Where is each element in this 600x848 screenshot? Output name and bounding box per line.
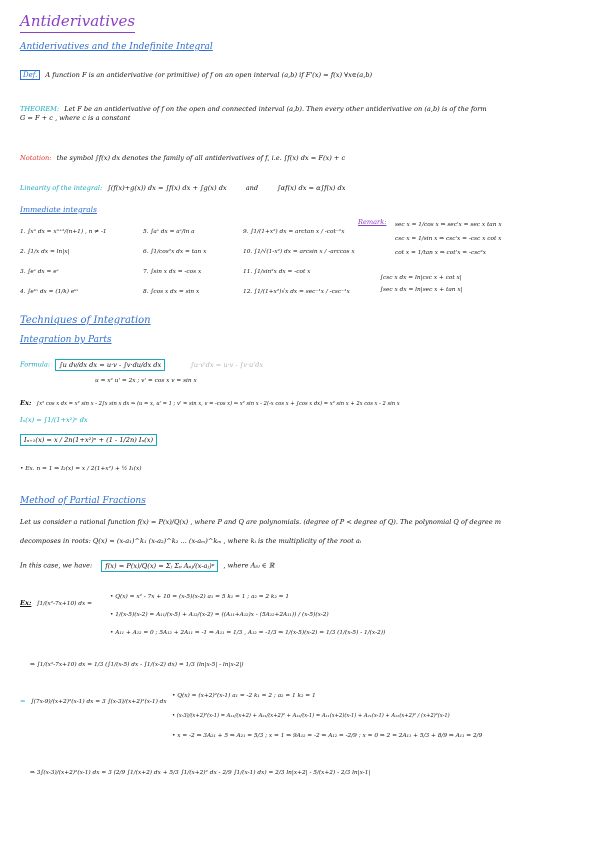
- ex3-step: • Q(x) = (x+2)²(x-1) a₁ = -2 k₁ = 2 ; a₂ = 1 k₂ = 1: [172, 693, 316, 699]
- notation-row: [20, 145, 345, 164]
- ex2-step: • A₁₁ + A₁₂ = 0 ; 5A₁₂ + 2A₁₁ = -1 ⇒ A₁₁ = 1/3 , A₁₂ = -1/3 ⇒ 1/(x-5)(x-2) = 1/3 (1/(x-5) - 1/(x-2)): [110, 630, 386, 636]
- linearity-row: [20, 175, 345, 194]
- immediate-item: 9. ∫1/(1+x²) dx = arctan x / -cot⁻¹x: [243, 229, 345, 235]
- ex3-row: [20, 688, 167, 707]
- theorem-line2: G = F + c , where c is a constant: [20, 114, 131, 122]
- ex1-row: [20, 390, 400, 409]
- ex2-integral: ∫1/(x²-7x+10) dx =: [36, 601, 92, 607]
- notation-label: Notation:: [20, 154, 52, 162]
- immediate-item: 12. ∫1/(1+x²)√x dx = sec⁻¹x / -csc⁻¹x: [243, 289, 350, 295]
- page-title: Antiderivatives: [20, 12, 136, 30]
- theorem-row: [20, 96, 487, 115]
- linearity-and: and: [245, 184, 259, 192]
- pf-formula-box: f(x) = P(x)/Q(x) = Σⱼ Σₚ Aₚⱼ/(x-aⱼ)ᵖ: [101, 560, 218, 572]
- ex2-row: [20, 590, 92, 609]
- byparts-title: Integration by Parts: [20, 335, 112, 345]
- linearity-label: Linearity of the integral:: [20, 184, 103, 192]
- ex1-text: ∫x² cos x dx = x² sin x - 2∫x sin x dx ⇒ (u = x, u' = 1 ; v' = sin x, v = -cos x) ⇒ x² sin x - 2(-x cos x + ∫cos x dx) = x² sin x + 2x cos x - 2 sin x: [36, 401, 400, 407]
- techniques-title: Techniques of Integration: [20, 315, 151, 326]
- in-example: • Ex. n = 1 ⇒ I₂(x) = x / 2(1+x²) + ½ I₁(x): [20, 466, 142, 472]
- remark-item: sec x = 1/cos x ⇒ sec'x = sec x tan x: [395, 222, 502, 228]
- def-label: Def.: [20, 70, 40, 80]
- ex2-label: Ex:: [20, 599, 32, 607]
- def-text: A function F is an antiderivative (or primitive) of f on an open interval (a,b) if F'(x) = f(x) ∀x∈(a,b): [45, 71, 373, 79]
- formula-alt: ∫u·v'dx = u·v - ∫v·u'dx: [190, 360, 264, 369]
- title-underline: [20, 32, 135, 33]
- immediate-col2: [143, 222, 206, 302]
- ex3-arrow: =: [20, 697, 26, 705]
- ex1-label: Ex:: [20, 399, 32, 407]
- immediate-item: 4. ∫eᵏˣ dx = (1/k) eᵏˣ: [20, 289, 79, 295]
- remark-item: cot x = 1/tan x ⇒ cot'x = -csc²x: [395, 250, 487, 256]
- immediate-item: 3. ∫eˣ dx = eˣ: [20, 269, 59, 275]
- theorem-label: THEOREM:: [20, 105, 60, 113]
- pf-where: , where Aₚⱼ ∈ ℝ: [223, 561, 275, 570]
- immediate-item: 6. ∫1/cos²x dx = tan x: [143, 249, 207, 255]
- immediate-item: 8. ∫cos x dx = sin x: [143, 289, 200, 295]
- formula-row: [20, 354, 263, 373]
- linearity-scalar: ∫αf(x) dx = α∫f(x) dx: [277, 184, 346, 192]
- ex3-integral: ∫(7x-9)/(x+2)²(x-1) dx = 3 ∫(x-3)/(x+2)²(x-1) dx: [30, 699, 167, 705]
- in-definition: Iₙ(x) = ∫1/(1+x²)ⁿ dx: [20, 416, 88, 424]
- pf-line1: Let us consider a rational function f(x) = P(x)/Q(x) , where P and Q are polynomials. (degree of P < degree of Q). The polynomial Q of degree m: [20, 518, 502, 526]
- immediate-col1: [20, 222, 107, 302]
- ex1-setup: u = x² u' = 2x ; v' = cos x v = sin x: [95, 378, 197, 384]
- remark-label: Remark:: [358, 218, 387, 226]
- definition-row: [20, 62, 372, 81]
- theorem-line1: Let F be an antiderivative of f on the open and connected interval (a,b). Then every other antiderivative on (a,b) is of the form: [64, 105, 487, 113]
- remark-integrals: [380, 272, 463, 296]
- immediate-item: 2. ∫1/x dx = ln|x|: [20, 249, 70, 255]
- section-antiderivatives: Antiderivatives and the Indefinite Integral: [20, 42, 213, 52]
- immediate-item: 1. ∫xⁿ dx = xⁿ⁺¹/(n+1) , n ≠ -1: [20, 229, 107, 235]
- remark-item: csc x = 1/sin x ⇒ csc'x = -csc x cot x: [395, 236, 502, 242]
- immediate-item: 11. ∫1/sin²x dx = -cot x: [243, 269, 311, 275]
- ex2-step: • Q(x) = x² - 7x + 10 = (x-5)(x-2) a₁ = 5 k₁ = 1 ; a₂ = 2 k₂ = 1: [110, 594, 290, 600]
- partial-fractions-title: Method of Partial Fractions: [20, 496, 146, 506]
- ex2-result: ⇒ ∫1/(x²-7x+10) dx = 1/3 (∫1/(x-5) dx - ∫1/(x-2) dx) = 1/3 (ln|x-5| - ln|x-2|): [30, 662, 244, 668]
- ex2-step: • 1/(x-5)(x-2) = A₁₁/(x-5) + A₁₂/(x-2) = ((A₁₁+A₁₂)x - (5A₁₂+2A₁₁)) / (x-5)(x-2): [110, 612, 329, 618]
- immediate-item: 7. ∫sin x dx = -cos x: [143, 269, 202, 275]
- formula-box: ∫u dv/dx dx = u·v - ∫v·du/dx dx: [55, 359, 165, 371]
- ex3-result: ⇒ 3∫(x-3)/(x+2)²(x-1) dx = 3 (2/9 ∫1/(x+2) dx + 5/3 ∫1/(x+2)² dx - 2/9 ∫1/(x-1) dx) = 2/3 ln|x+2| - 5/(x+2) - 2/3 ln|x-1|: [30, 770, 371, 776]
- formula-label: Formula:: [20, 360, 51, 369]
- notation-text: the symbol ∫f(x) dx denotes the family of all antiderivatives of f, i.e. ∫f(x) dx = F(x) + c: [56, 154, 346, 162]
- immediate-title: Immediate integrals: [20, 205, 97, 214]
- ex3-steps: [172, 686, 482, 746]
- ex3-step: • x = -2 ⇒ 3A₂₁ + 5 ⇒ A₂₁ = 5/3 ; x = 1 ⇒ 9A₁₂ = -2 ⇒ A₁₂ = -2/9 ; x = 0 ⇒ 2 = 2A₁₁ + 5/3 + 8/9 ⇒ A₁₁ = 2/9: [172, 733, 483, 739]
- ex3-step: • (x-3)/(x+2)²(x-1) = A₁₁/(x+2) + A₂₁/(x+2)² + A₁₂/(x-1) = A₁₁(x+2)(x-1) + A₂₁(x-1) + A₁₂(x+2)² / (x+2)²(x-1): [172, 713, 450, 719]
- in-recurrence-box: Iₙ₊₁(x) = x / 2n(1+x²)ⁿ + (1 - 1/2n) Iₙ(x): [20, 434, 157, 446]
- immediate-col3: [243, 222, 355, 302]
- pf-line2: decomposes in roots: Q(x) = (x-a₁)^k₁ (x-a₂)^k₂ ... (x-aₘ)^kₘ , where kᵢ is the multiplicity of the root aᵢ: [20, 537, 362, 545]
- pf-line3: In this case, we have:: [20, 561, 93, 570]
- linearity-sum: ∫(f(x)+g(x)) dx = ∫f(x) dx + ∫g(x) dx: [107, 184, 227, 192]
- remark-item: ∫csc x dx = ln|csc x + cot x|: [380, 275, 462, 281]
- immediate-item: 5. ∫aˣ dx = aˣ/ln a: [143, 229, 195, 235]
- remark-list: [395, 218, 502, 260]
- immediate-item: 10. ∫1/√(1-x²) dx = arcsin x / -arccos x: [243, 249, 355, 255]
- ex2-steps: [110, 588, 385, 642]
- pf-row: [20, 555, 274, 574]
- remark-item: ∫sec x dx = ln|sec x + tan x|: [380, 287, 463, 293]
